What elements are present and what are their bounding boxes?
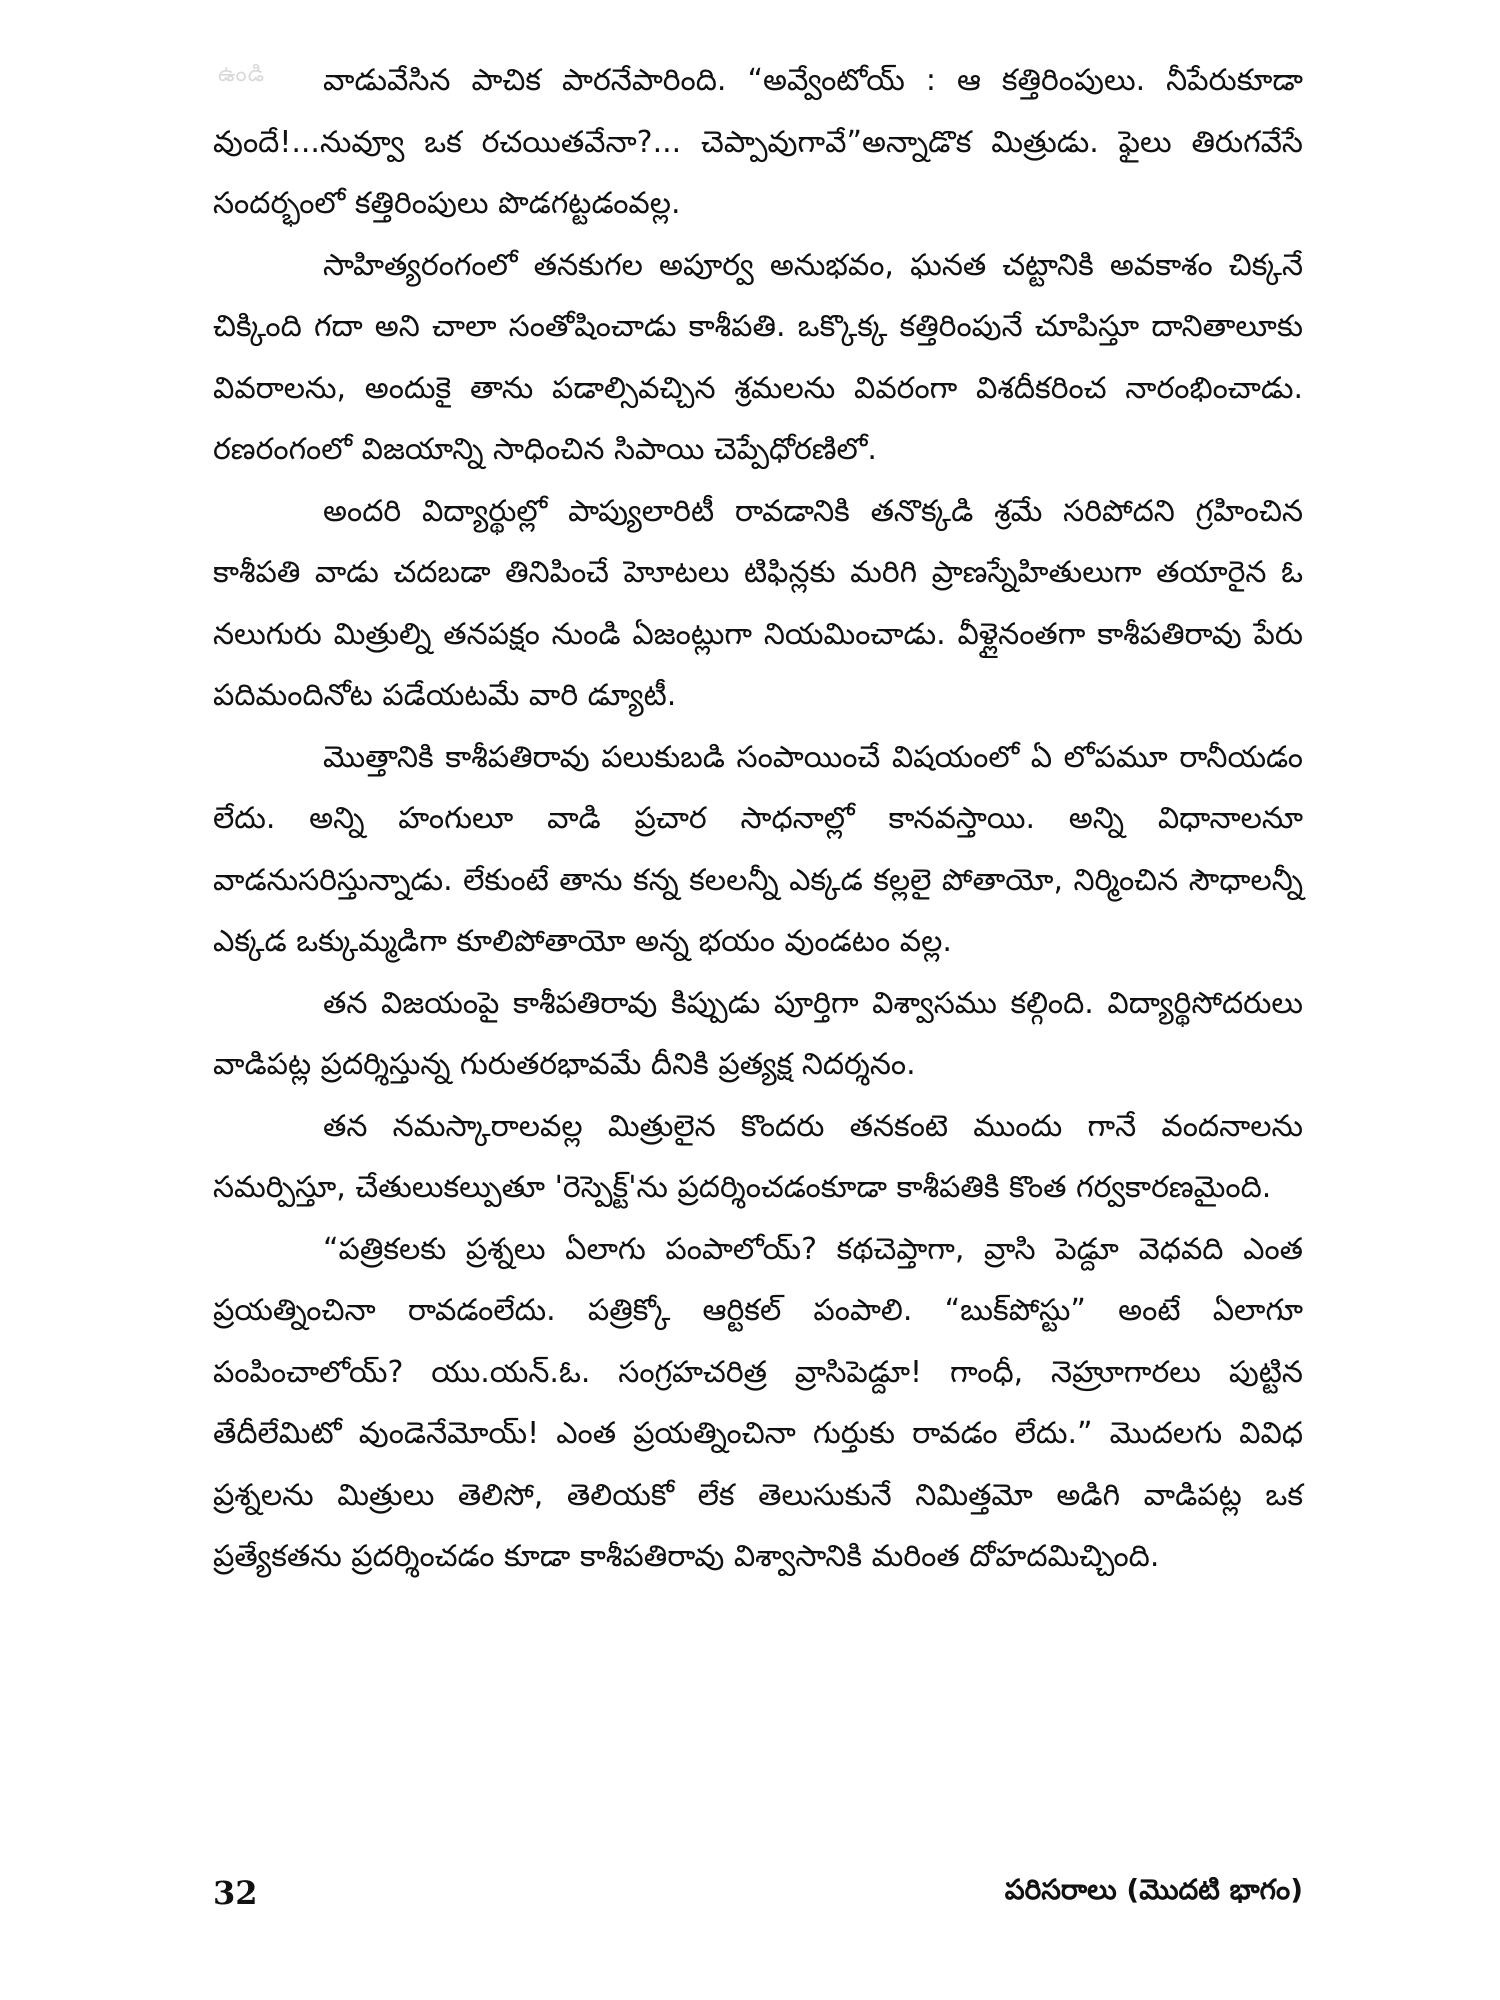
book-title: పరిసరాలు (మొదటి భాగం): [1004, 1873, 1303, 1906]
paragraph-4: మొత్తానికి కాశీపతిరావు పలుకుబడి సంపాయించే విషయంలో ఏ లోపమూ రానీయడం లేదు. అన్ని హంగులూ వాడి ప్రచార సాధనాల్లో కానవస్తాయి. అన్ని విధానాలనూ వాడనుసరిస్తున్నాడు. లేకుంటే తాను కన్న కలలన్నీ ఎక్కడ కల్లలై పోతాయో, నిర్మించిన సౌధాలన్నీ ఎక్కడ ఒక్కుమ్మడిగా కూలిపోతాయో అన్న భయం వుండటం వల్ల.: [213, 739, 1303, 959]
page-footer: [213, 1868, 1303, 1918]
paragraph-6: తన నమస్కారాలవల్ల మిత్రులైన కొందరు తనకంటె ముందు గానే వందనాలను సమర్పిస్తూ, చేతులుకల్పుతూ 'రెస్పెక్ట్'ను ప్రదర్శించడంకూడా కాశీపతికి కొంత గర్వకారణమైంది.: [213, 1108, 1303, 1205]
faded-header-text: ఉండి: [218, 62, 265, 87]
page-number: 32: [213, 1874, 258, 1912]
body-text: [213, 50, 1303, 1830]
paragraph-3: అందరి విద్యార్థుల్లో పాప్యులారిటీ రావడానికి తనొక్కడి శ్రమే సరిపోదని గ్రహించిన కాశీపతి వాడు చదబడా తినిపించే హెూటలు టిఫిన్లకు మరిగి ప్రాణస్నేహితులుగా తయారైన ఓ నలుగురు మిత్రుల్ని తనపక్షం నుండి ఏజంట్లుగా నియమించాడు. వీళ్లైనంతగా కాశీపతిరావు పేరు పదిమందినోట పడేయటమే వారి డ్యూటీ.: [213, 493, 1303, 713]
paragraph-2: సాహిత్యరంగంలో తనకుగల అపూర్వ అనుభవం, ఘనత చట్టానికి అవకాశం చిక్కనే చిక్కింది గదా అని చాలా సంతోషించాడు కాశీపతి. ఒక్కొక్క కత్తిరింపునే చూపిస్తూ దానితాలూకు వివరాలను, అందుకై తాను పడాల్సివచ్చిన శ్రమలను వివరంగా విశదీకరించ నారంభించాడు. రణరంగంలో విజయాన్ని సాధించిన సిపాయి చెప్పేధోరణిలో.: [213, 247, 1303, 467]
paragraph-7: “పత్రికలకు ప్రశ్నలు ఏలాగు పంపాలోయ్? కథచెప్తాగా, వ్రాసి పెడ్దూ వెధవది ఎంత ప్రయత్నించినా రావడంలేదు. పత్రిక్కో ఆర్టికల్ పంపాలి. “బుక్‌పోస్టు” అంటే ఏలాగూ పంపించాలోయ్? యు.యన్.ఓ. సంగ్రహచరిత్ర వ్రాసిపెడ్దూ! గాంధీ, నెహ్రూగారలు పుట్టిన తేదీలేమిటో వుండెనేమోయ్! ఎంత ప్రయత్నించినా గుర్తుకు రావడం లేదు.” మొదలగు వివిధ ప్రశ్నలను మిత్రులు తెలిసో, తెలియకో లేక తెలుసుకునే నిమిత్తమో అడిగి వాడిపట్ల ఒక ప్రత్యేకతను ప్రదర్శించడం కూడా కాశీపతిరావు విశ్వాసానికి మరింత దోహదమిచ్చింది.: [213, 1231, 1303, 1574]
paragraph-1: వాడువేసిన పాచిక పారనేపారింది. “అవ్వేంటోయ్ : ఆ కత్తిరింపులు. నీపేరుకూడా వుందే!...నువ్వూ ఒక రచయితవేనా?... చెప్పావుగావే”అన్నాడొక మిత్రుడు. ఫైలు తిరుగవేసే సందర్భంలో కత్తిరింపులు పొడగట్టడంవల్ల.: [213, 63, 1303, 221]
paragraph-5: తన విజయంపై కాశీపతిరావు కిప్పుడు పూర్తిగా విశ్వాసము కల్గింది. విద్యార్థిసోదరులు వాడిపట్ల ప్రదర్శిస్తున్న గురుతరభావమే దీనికి ప్రత్యక్ష నిదర్శనం.: [213, 985, 1303, 1082]
